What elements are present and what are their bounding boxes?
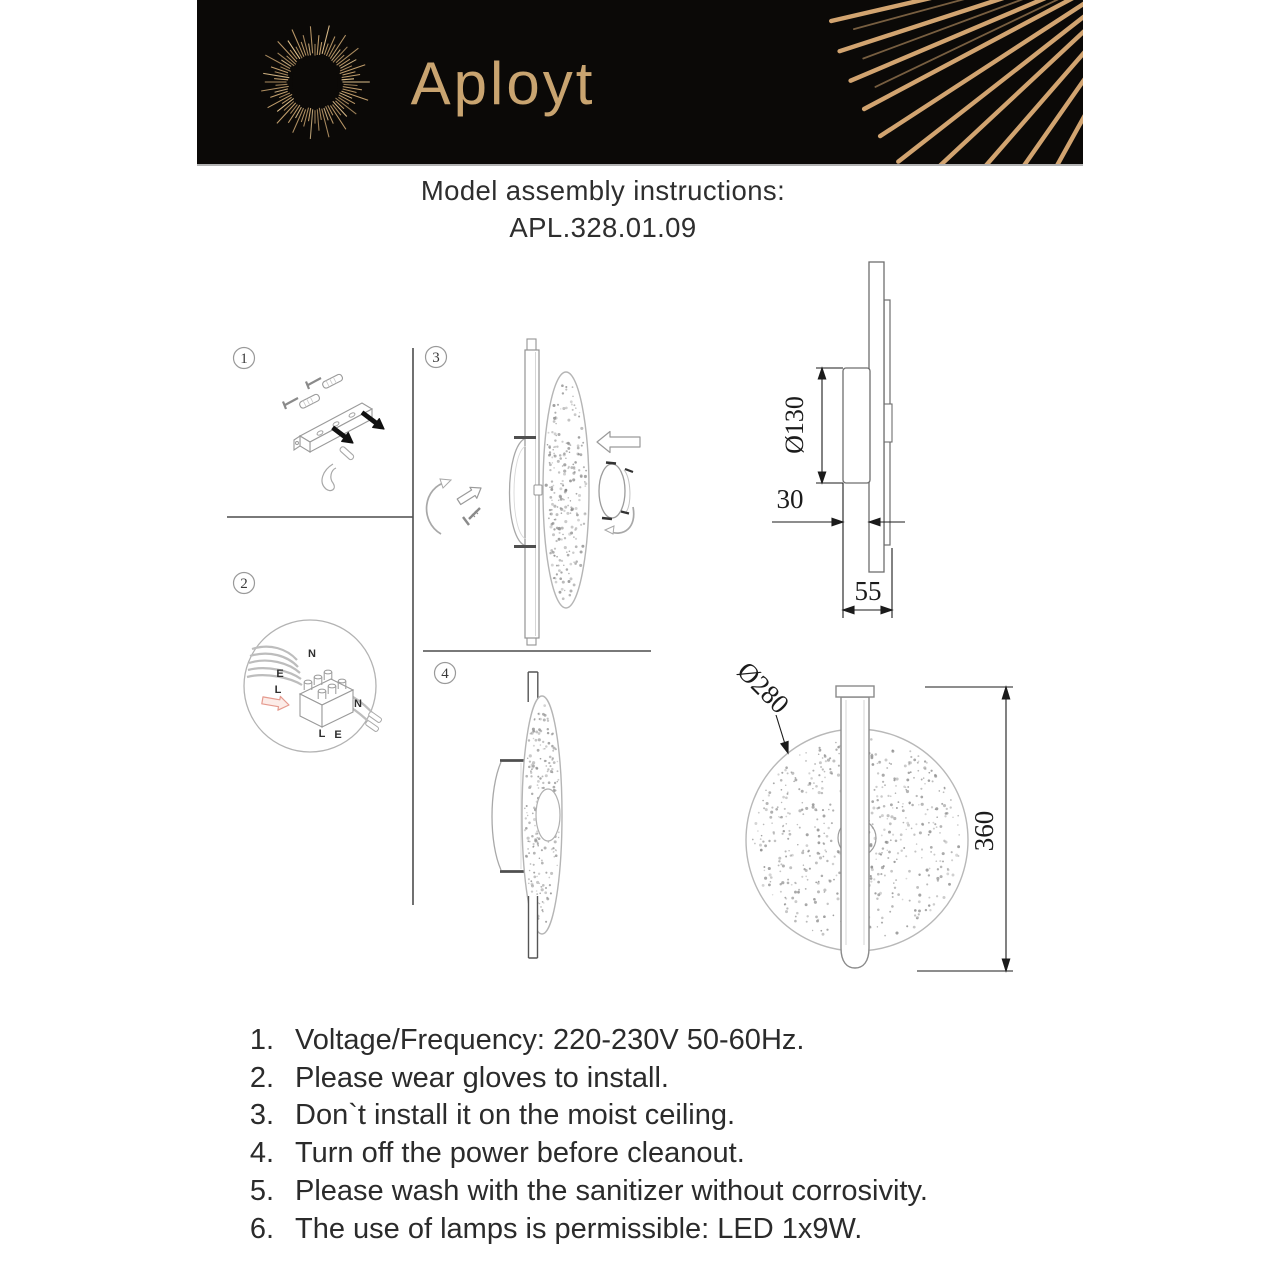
list-item-number: 1. [249, 1024, 274, 1056]
list-item-number: 5. [249, 1174, 274, 1207]
list-item [246, 1211, 928, 1249]
list-item-text: Voltage/Frequency: 220-230V 50-60Hz. [295, 1024, 805, 1056]
step-1-diagram [234, 348, 385, 491]
list-item-number: 2. [249, 1061, 274, 1094]
brand-logo-text: Aployt [410, 50, 596, 117]
list-item [246, 1173, 928, 1211]
wire-label-n-right: N [354, 698, 362, 710]
lamp-tube [841, 697, 869, 968]
screw [469, 508, 480, 519]
list-item [246, 1135, 928, 1173]
step-1-number: 1 [240, 351, 248, 367]
dimension-diameter-280: Ø280 [731, 655, 796, 720]
wire-label-e-left: E [276, 668, 284, 680]
lock-ring [599, 464, 625, 518]
list-item [246, 1060, 928, 1098]
wire-label-l-left: L [274, 684, 282, 696]
list-item-number: 3. [249, 1099, 274, 1132]
wire-label-e-bottom: E [334, 729, 342, 741]
step-4-diagram [435, 663, 563, 959]
instructions-list [246, 1022, 928, 1248]
list-item [246, 1022, 928, 1060]
step-2-diagram [234, 573, 383, 753]
rotate-arrow-left [427, 482, 447, 534]
driver-box [843, 368, 870, 483]
wire-label-n-top: N [308, 648, 316, 660]
list-item-text: Please wear gloves to install. [295, 1061, 669, 1094]
list-item-text: Please wash with the sanitizer without corrosivity. [295, 1174, 928, 1207]
wire-label-l-bottom: L [318, 728, 326, 740]
list-item-text: Turn off the power before cleanout. [295, 1137, 745, 1170]
front-view-dimension-drawing [732, 656, 1013, 971]
model-number: APL.328.01.09 [509, 212, 697, 243]
side-view-dimension-drawing [772, 262, 905, 618]
list-item-number: 4. [249, 1137, 274, 1170]
driver-housing-assembled [492, 762, 501, 870]
step-4-number: 4 [441, 666, 449, 682]
list-item-text: Don`t install it on the moist ceiling. [295, 1099, 736, 1132]
dimension-diameter-130: Ø130 [780, 396, 809, 454]
step-3-number: 3 [432, 350, 440, 366]
wiring-detail-circle [244, 620, 376, 752]
title-line: Model assembly instructions: [420, 175, 786, 206]
rod-top [528, 672, 538, 702]
dimension-30: 30 [776, 484, 804, 514]
lamp-side-profile [869, 262, 884, 572]
driver-housing [510, 438, 527, 546]
list-item-text: The use of lamps is permissible: LED 1x9W. [295, 1212, 863, 1245]
dimension-55: 55 [854, 576, 882, 606]
list-item-number: 6. [249, 1212, 274, 1245]
step-3-diagram [426, 339, 641, 645]
dimension-360: 360 [969, 810, 999, 852]
list-item [246, 1097, 928, 1135]
step-2-number: 2 [240, 576, 248, 592]
